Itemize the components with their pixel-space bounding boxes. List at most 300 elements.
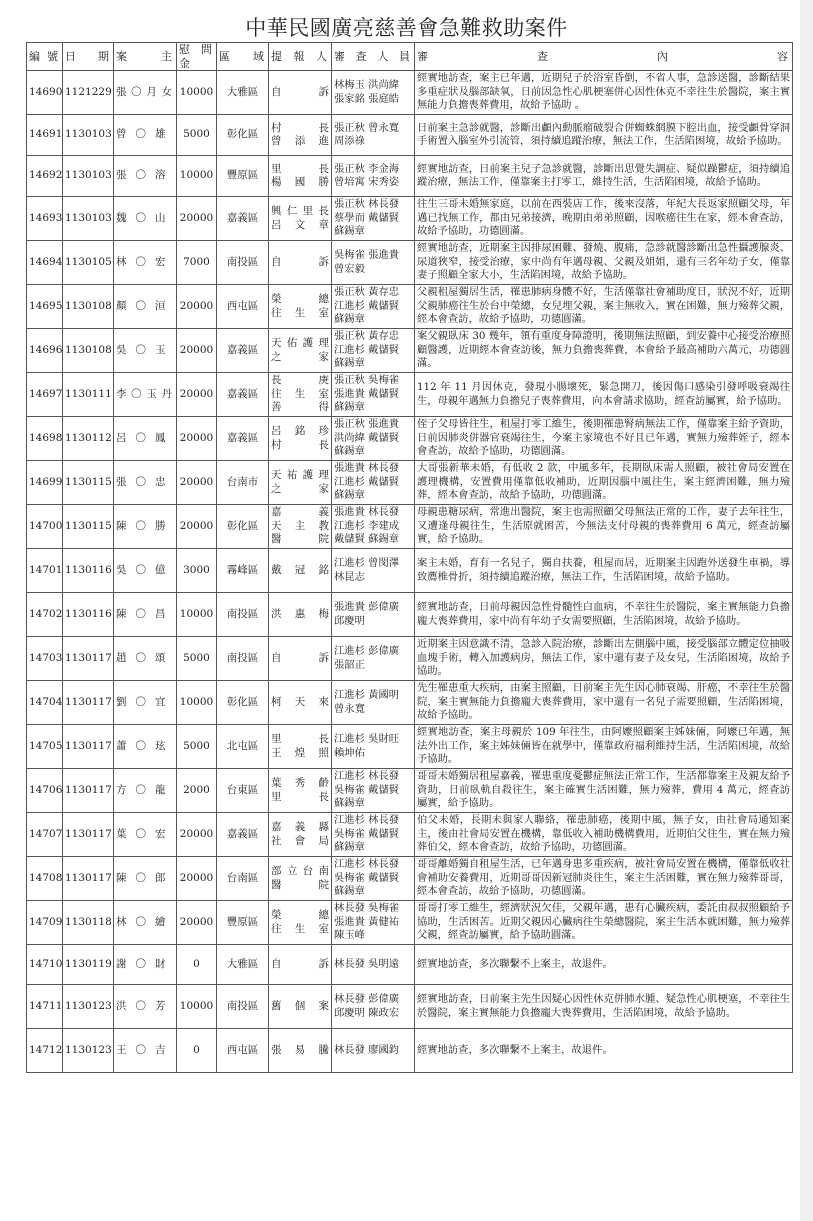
case-applicant: 洪〇芳 [114, 985, 177, 1029]
reporter-line: 醫 院 [271, 878, 329, 891]
header-reviewers: 審查人員 [332, 43, 415, 71]
table-row [27, 593, 793, 637]
case-review-content: 案父親臥床 30 幾年，領有重度身障證明，後期無法照顧，到安養中心接受治療照顧醫護，近期經本會查訪後，無力負擔喪葬費，本會給予最高補助六萬元，功德圓滿。 [415, 329, 793, 373]
case-date: 1130117 [63, 725, 114, 769]
case-amount: 20000 [177, 505, 217, 549]
table-row [27, 637, 793, 681]
case-applicant: 張〇忠 [114, 461, 177, 505]
reviewer-line: 江進杉 戴儲賢 [334, 475, 400, 488]
case-date: 1130103 [63, 197, 114, 241]
case-review-content: 伯父未婚，長期未與家人聯絡，罹患肺癌，後期中風，無子女，由社會局通知案主，後由社會局安置在機構，靠低收入補助機構費用，近期伯父往生，實在無力殮葬伯父，經本會查訪，故給予協助，功德圓滿。 [415, 813, 793, 857]
case-applicant: 葉〇宏 [114, 813, 177, 857]
case-review-content: 經實地訪查，日前母親因急性骨髓性白血病，不幸往生於醫院，案主實無能力負擔龐大喪葬費用，家中尚有年幼子女需要照顧，生活陷困境，故給予協助。 [415, 593, 793, 637]
case-amount: 5000 [177, 725, 217, 769]
case-id: 14693 [27, 197, 63, 241]
case-reviewers [332, 637, 415, 681]
case-date: 1130123 [63, 1029, 114, 1073]
case-review-content: 哥哥未婚獨居租屋嘉義，罹患重度憂鬱症無法正常工作，生活都靠案主及親友給予資助，日前臥軌自殺往生，案主確實生活困難，無力殮葬，費用 4 萬元，經查訪屬實，給予協助。 [415, 769, 793, 813]
reviewer-line: 張進貴 戴儲賢 [334, 387, 400, 400]
case-reviewers [332, 373, 415, 417]
case-amount: 20000 [177, 329, 217, 373]
case-reviewers [332, 71, 415, 115]
case-district: 嘉義區 [217, 197, 269, 241]
case-date: 1130103 [63, 115, 114, 156]
table-row [27, 549, 793, 593]
case-district: 彰化區 [217, 505, 269, 549]
case-district: 彰化區 [217, 115, 269, 156]
case-district: 南投區 [217, 985, 269, 1029]
case-review-content: 母親患糖尿病，常進出醫院，案主也需照顧父母無法正常的工作，妻子去年往生，又遭逢母親往生，生活原就困苦，今無法支付母親的喪葬費用 6 萬元，經查訪屬實，給予協助。 [415, 505, 793, 549]
reporter-line: 自 訴 [271, 651, 329, 664]
reviewer-line: 張進貴 林長發 [334, 506, 400, 519]
case-reviewers [332, 505, 415, 549]
reviewer-line: 陳玉峰 [334, 929, 365, 942]
reviewer-line: 江進杉 林長發 [334, 814, 400, 827]
case-applicant: 劉〇宜 [114, 681, 177, 725]
case-date: 1130123 [63, 985, 114, 1029]
reviewer-line: 張正秋 李金海 [334, 162, 400, 175]
case-id: 14702 [27, 593, 63, 637]
case-id: 14695 [27, 285, 63, 329]
case-reporter [269, 725, 332, 769]
table-row [27, 813, 793, 857]
table-row [27, 505, 793, 549]
case-id: 14712 [27, 1029, 63, 1073]
case-district: 霧峰區 [217, 549, 269, 593]
case-district: 南投區 [217, 241, 269, 285]
reviewer-line: 林梅玉 洪尚緯 [334, 79, 400, 91]
reviewer-line: 江進杉 戴儲賢 [334, 343, 400, 356]
reporter-line: 里 長 [271, 162, 329, 175]
case-amount: 10000 [177, 156, 217, 197]
reviewer-line: 張正秋 黃存忠 [334, 286, 400, 299]
reporter-line: 善 得 [271, 401, 329, 414]
table-row [27, 857, 793, 901]
case-applicant: 陳〇郎 [114, 857, 177, 901]
table-header-row [27, 43, 793, 71]
case-id: 14694 [27, 241, 63, 285]
case-id: 14697 [27, 373, 63, 417]
case-reporter [269, 857, 332, 901]
case-amount: 20000 [177, 417, 217, 461]
case-district: 南投區 [217, 593, 269, 637]
case-amount: 20000 [177, 901, 217, 945]
case-date: 1130116 [63, 549, 114, 593]
case-reporter [269, 461, 332, 505]
table-row [27, 461, 793, 505]
case-date: 1130117 [63, 681, 114, 725]
case-review-content: 近期案主因意識不清，急診入院治療，診斷出左側腦中風，接受腦部立體定位抽吸血塊手術，轉入加護病房，無法工作，家中還有妻子及女兒，生活陷困境，故給予協助。 [415, 637, 793, 681]
case-applicant: 吳〇玉 [114, 329, 177, 373]
reviewer-line: 周添祿 [334, 135, 365, 147]
reporter-line: 天主教 [271, 519, 329, 532]
case-id: 14711 [27, 985, 63, 1029]
case-date: 1130117 [63, 769, 114, 813]
case-amount: 20000 [177, 813, 217, 857]
case-reporter [269, 71, 332, 115]
case-reporter [269, 241, 332, 285]
reporter-line: 社會局 [271, 834, 329, 847]
reviewer-line: 賴坤佑 [334, 746, 365, 759]
case-applicant: 呂〇鳳 [114, 417, 177, 461]
scrollbar-track[interactable] [800, 0, 813, 1221]
case-id: 14710 [27, 945, 63, 985]
case-district: 嘉義區 [217, 329, 269, 373]
case-amount: 7000 [177, 241, 217, 285]
reviewer-line: 江進杉 李建成 [334, 519, 400, 532]
case-amount: 5000 [177, 115, 217, 156]
reporter-line: 柯天來 [271, 695, 329, 708]
case-id: 14703 [27, 637, 63, 681]
case-date: 1130119 [63, 945, 114, 985]
case-district: 台南市 [217, 461, 269, 505]
case-reporter [269, 197, 332, 241]
reporter-line: 天祐護理 [271, 469, 329, 481]
reviewer-line: 張進貴 彭偉廣 [334, 601, 400, 613]
case-id: 14708 [27, 857, 63, 901]
reviewer-line: 張進貴 黃健祐 [334, 915, 400, 928]
reporter-line: 里 長 [271, 733, 329, 745]
reporter-line: 楊國勝 [271, 176, 329, 188]
table-row [27, 725, 793, 769]
case-reporter [269, 115, 332, 156]
reporter-line: 王煌照 [271, 746, 329, 759]
case-applicant: 陳〇昌 [114, 593, 177, 637]
case-district: 大雅區 [217, 71, 269, 115]
reviewer-line: 林長發 彭偉廣 [334, 993, 400, 1005]
case-amount: 10000 [177, 681, 217, 725]
case-reviewers [332, 461, 415, 505]
case-id: 14692 [27, 156, 63, 197]
reporter-line: 自 訴 [271, 255, 329, 268]
reviewer-line: 邱慶明 [334, 614, 365, 627]
reporter-line: 呂文章 [271, 218, 329, 231]
header-amount: 慰問金 [177, 43, 217, 71]
reviewer-line: 蘇錫章 [334, 401, 365, 414]
case-amount: 3000 [177, 549, 217, 593]
reviewer-line: 江進杉 吳財旺 [334, 733, 400, 745]
case-date: 1130115 [63, 505, 114, 549]
case-reporter [269, 985, 332, 1029]
reviewer-line: 吳梅雀 戴儲賢 [334, 871, 400, 884]
case-reviewers [332, 156, 415, 197]
reviewer-line: 蘇錫章 [334, 313, 365, 326]
case-review-content: 往生三哥未婚無家庭，以前在西裝店工作，後來沒落，年紀大長返家照顧父母，年邁已找無工作，都由兄弟接濟，晚期由弟弟照顧，因喉癌往生在家，經本會查訪，故給予協助，功德圓滿。 [415, 197, 793, 241]
case-reviewers [332, 549, 415, 593]
reporter-line: 天佑護理 [271, 337, 329, 349]
case-date: 1130111 [63, 373, 114, 417]
reviewer-line: 曾培寓 宋秀姿 [334, 176, 400, 188]
case-reviewers [332, 857, 415, 901]
case-date: 1130112 [63, 417, 114, 461]
reporter-line: 呂銘珍 [271, 425, 329, 437]
case-date: 1130117 [63, 813, 114, 857]
table-row [27, 417, 793, 461]
case-applicant: 林〇繪 [114, 901, 177, 945]
case-id: 14696 [27, 329, 63, 373]
case-reviewers [332, 417, 415, 461]
case-district: 豐原區 [217, 901, 269, 945]
case-reporter [269, 417, 332, 461]
case-id: 14691 [27, 115, 63, 156]
reviewer-line: 蘇錫章 [334, 489, 365, 502]
case-applicant: 顏〇洹 [114, 285, 177, 329]
case-reviewers [332, 769, 415, 813]
reporter-line: 興仁里長 [271, 205, 329, 217]
reporter-line: 往生室 [271, 922, 329, 935]
case-district: 台南區 [217, 857, 269, 901]
reviewer-line: 蘇錫章 [334, 445, 365, 458]
case-review-content: 經實地訪查，多次聯繫不上案主，故退件。 [415, 945, 793, 985]
case-district: 南投區 [217, 637, 269, 681]
case-applicant: 李〇玉丹 [114, 373, 177, 417]
case-district: 嘉義區 [217, 373, 269, 417]
table-row [27, 241, 793, 285]
reviewer-line: 江進杉 曾閔澤 [334, 557, 400, 569]
case-amount: 10000 [177, 985, 217, 1029]
case-review-content: 大哥張新華未婚，有低收 2 款，中風多年，長期臥床需人照顧，被社會局安置在護理機構，安置費用僅靠低收補助，近期因腦中風往生，案主經濟困難，無力殮葬，經本會查訪，故給予協助，功德圓滿。 [415, 461, 793, 505]
case-id: 14700 [27, 505, 63, 549]
reporter-line: 里 長 [271, 790, 329, 803]
case-review-content: 日前案主急診就醫，診斷出顱內動脈瘤破裂合併蜘蛛網膜下腔出血，接受顱骨穿洞手術置入腦室外引流管，須持續追蹤治療，無法工作，生活陷困境，故給予協助。 [415, 115, 793, 156]
case-date: 1130108 [63, 329, 114, 373]
reviewer-line: 吳梅雀 戴儲賢 [334, 827, 400, 840]
case-reporter [269, 329, 332, 373]
case-district: 西屯區 [217, 1029, 269, 1073]
table-row [27, 769, 793, 813]
reviewer-line: 蘇錫章 [334, 841, 365, 854]
table-row [27, 901, 793, 945]
reviewer-line: 戴儲賢 蘇錫章 [334, 533, 400, 546]
case-id: 14706 [27, 769, 63, 813]
header-district: 區 域 [217, 43, 269, 71]
case-applicant: 張〇溶 [114, 156, 177, 197]
reporter-line: 村 長 [271, 438, 329, 451]
reviewer-line: 張正秋 吳梅雀 [334, 374, 400, 387]
case-reviewers [332, 681, 415, 725]
case-district: 大雅區 [217, 945, 269, 985]
case-reviewers [332, 1029, 415, 1073]
case-reporter [269, 637, 332, 681]
case-id: 14707 [27, 813, 63, 857]
case-id: 14699 [27, 461, 63, 505]
table-row [27, 197, 793, 241]
reporter-line: 葉秀齡 [271, 777, 329, 789]
case-district: 嘉義區 [217, 417, 269, 461]
reporter-line: 張易騰 [271, 1043, 329, 1056]
case-date: 1130118 [63, 901, 114, 945]
case-date: 1130103 [63, 156, 114, 197]
case-review-content: 案主未婚，育有一名兒子，獨自扶養，租屋而居，近期案主因跑外送發生車禍，導致薦椎骨折，須持續追蹤治療，無法工作，生活陷困境，故給予協助。 [415, 549, 793, 593]
case-amount: 10000 [177, 593, 217, 637]
case-reviewers [332, 985, 415, 1029]
case-district: 西屯區 [217, 285, 269, 329]
reporter-line: 長 庚 [271, 374, 329, 387]
case-review-content: 父親租屋獨居生活，罹患肺病身體不好，生活僅靠社會補助度日，狀況不好，近期父親肺癌往生於台中榮總，女兒埋父親，案主無收入，實在困難，無力殮葬父親，經本會查訪，故給予協助，功德圓滿。 [415, 285, 793, 329]
case-amount: 20000 [177, 857, 217, 901]
case-amount: 5000 [177, 637, 217, 681]
reporter-line: 榮 總 [271, 293, 329, 305]
case-id: 14705 [27, 725, 63, 769]
reviewer-line: 張正秋 曾永寬 [334, 121, 400, 134]
reviewer-line: 吳梅雀 張進貴 [334, 249, 400, 261]
case-review-content: 經實地訪查，日前案主兒子急診就醫，診斷出思覺失調症、疑似躁鬱症，須持續追蹤治療，無法工作，僅靠案主打零工，維持生活，生活陷困境，故給予協助。 [415, 156, 793, 197]
reporter-line: 往生室 [271, 387, 329, 400]
reviewer-line: 林長發 吳明遠 [334, 957, 400, 970]
reviewer-line: 蔡學而 戴儲賢 [334, 211, 400, 224]
case-reporter [269, 373, 332, 417]
case-review-content: 先生罹患重大疾病，由案主照顧，日前案主先生因心肺衰竭、肝癌，不幸往生於醫院，案主實無能力負擔龐大喪葬費用，家中還有一名兒子需要照顧，生活陷困境，故給予協助。 [415, 681, 793, 725]
case-reviewers [332, 593, 415, 637]
reporter-line: 往生室 [271, 306, 329, 319]
header-content: 審查內容 [415, 43, 793, 71]
case-reviewers [332, 115, 415, 156]
reporter-line: 之 家 [271, 482, 329, 495]
table-row [27, 681, 793, 725]
reviewer-line: 江進杉 林長發 [334, 858, 400, 871]
reviewer-line: 邱慶明 陳政宏 [334, 1006, 400, 1019]
reviewer-line: 曾宏毅 [334, 262, 365, 275]
case-id: 14709 [27, 901, 63, 945]
case-applicant: 趙〇頌 [114, 637, 177, 681]
case-amount: 20000 [177, 461, 217, 505]
case-date: 1130117 [63, 637, 114, 681]
case-reporter [269, 681, 332, 725]
case-reviewers [332, 725, 415, 769]
reviewer-line: 林長發 吳梅雀 [334, 902, 400, 915]
table-row [27, 373, 793, 417]
case-reporter [269, 505, 332, 549]
case-applicant: 陳〇勝 [114, 505, 177, 549]
cases-table [26, 42, 793, 1073]
reporter-line: 自 訴 [271, 957, 329, 970]
case-reporter [269, 1029, 332, 1073]
reviewer-line: 江進杉 戴儲賢 [334, 299, 400, 312]
case-reviewers [332, 813, 415, 857]
reviewer-line: 蘇錫章 [334, 225, 365, 238]
case-amount: 20000 [177, 197, 217, 241]
case-reviewers [332, 241, 415, 285]
reviewer-line: 蘇錫章 [334, 357, 365, 370]
case-reviewers [332, 329, 415, 373]
case-district: 嘉義區 [217, 813, 269, 857]
page-title: 中華民國廣亮慈善會急難救助案件 [245, 16, 568, 40]
case-date: 1130115 [63, 461, 114, 505]
case-district: 北屯區 [217, 725, 269, 769]
reviewer-line: 林長發 廖國鈞 [334, 1043, 400, 1056]
reporter-line: 榮 總 [271, 909, 329, 921]
header-id: 編號 [27, 43, 63, 71]
reporter-line: 醫 院 [271, 533, 329, 546]
reviewer-line: 洪尚緯 戴儲賢 [334, 431, 400, 444]
reporter-line: 戴冠銘 [271, 563, 329, 576]
case-date: 1130108 [63, 285, 114, 329]
case-amount: 2000 [177, 769, 217, 813]
case-reviewers [332, 197, 415, 241]
case-review-content: 經實地訪查，多次聯繫不上案主，故退件。 [415, 1029, 793, 1073]
case-reviewers [332, 901, 415, 945]
case-applicant: 張〇月女 [114, 71, 177, 115]
case-amount: 20000 [177, 285, 217, 329]
case-reporter [269, 945, 332, 985]
reviewer-line: 蘇錫章 [334, 885, 365, 898]
case-review-content: 經實地訪查，近期案主因排尿困難、發燒、腹痛，急診就醫診斷出急性攝護腺炎、尿道狹窄，接受治療，家中尚有年邁母親、父親及姐姐，還有三名年幼子女，僅靠妻子照顧全家大小，生活陷困境，故給予協助。 [415, 241, 793, 285]
reporter-line: 自 訴 [271, 85, 329, 98]
table-row [27, 985, 793, 1029]
header-date: 日 期 [63, 43, 114, 71]
reviewer-line: 曾永寬 [334, 702, 365, 715]
case-reporter [269, 285, 332, 329]
table-row [27, 156, 793, 197]
case-reporter [269, 769, 332, 813]
case-applicant: 方〇龍 [114, 769, 177, 813]
case-date: 1130105 [63, 241, 114, 285]
case-applicant: 蕭〇玹 [114, 725, 177, 769]
reviewer-line: 吳梅雀 戴儲賢 [334, 783, 400, 796]
case-applicant: 王〇吉 [114, 1029, 177, 1073]
header-applicant: 案 主 [114, 43, 177, 71]
reviewer-line: 張韶正 [334, 658, 365, 671]
reporter-line: 村 長 [271, 121, 329, 134]
case-reporter [269, 813, 332, 857]
reviewer-line: 張進貴 林長發 [334, 462, 400, 475]
case-reviewers [332, 285, 415, 329]
case-review-content: 哥哥打零工維生，經濟狀況欠佳，父親年邁，患有心臟疾病，委託由叔叔照顧給予協助，生活困苦。近期父親因心臟病往生榮總醫院，案主生活本就困難，無力殮葬父親，經查訪屬實，給予協助圓滿。 [415, 901, 793, 945]
reporter-line: 嘉義縣 [271, 821, 329, 833]
case-date: 1121229 [63, 71, 114, 115]
case-date: 1130116 [63, 593, 114, 637]
table-row [27, 285, 793, 329]
case-review-content: 經實地訪查，案主已年邁，近期兒子於浴室昏倒，不省人事，急診送醫，診斷結果多重症狀及腦部缺氧，日前因急性心肌梗塞併心因性休克不幸往生於醫院，案主實無能力負擔喪葬費用，故給予協助 。 [415, 71, 793, 115]
reporter-line: 部立台南 [271, 865, 329, 877]
table-row [27, 1029, 793, 1073]
reviewer-line: 張正秋 張進貴 [334, 418, 400, 431]
case-reporter [269, 156, 332, 197]
reviewer-line: 張正秋 林長發 [334, 198, 400, 211]
reviewer-line: 江進杉 彭偉廣 [334, 645, 400, 657]
case-reviewers [332, 945, 415, 985]
table-row [27, 945, 793, 985]
reporter-line: 洪惠梅 [271, 607, 329, 620]
case-review-content: 哥哥離婚獨自租屋生活，已年邁身患多重疾病，被社會局安置在機構，僅靠低收社會補助安養費用，近期哥哥因新冠肺炎往生，案主生活困難，實在無力殮葬哥哥，經本會查訪，故給予協助，功德圓滿。 [415, 857, 793, 901]
case-review-content: 112 年 11 月因休克，發現小腸壞死，緊急開刀，後因傷口感染引發呼吸衰竭往生，母親年邁無力負擔兒子喪葬費用，向本會請求協助，經查訪屬實，給予協助。 [415, 373, 793, 417]
case-review-content: 經實地訪查，日前案主先生因疑心因性休克併肺水腫、疑急性心肌梗塞，不幸往生於醫院，案主實無能力負擔龐大喪葬費用，生活陷困境，故給予協助。 [415, 985, 793, 1029]
table-row [27, 329, 793, 373]
table-row [27, 115, 793, 156]
reporter-line: 之 家 [271, 350, 329, 363]
case-amount: 10000 [177, 71, 217, 115]
case-id: 14690 [27, 71, 63, 115]
header-reporter: 提報人 [269, 43, 332, 71]
case-reporter [269, 901, 332, 945]
reviewer-line: 林昆志 [334, 570, 365, 583]
case-amount: 0 [177, 945, 217, 985]
reporter-line: 嘉 義 [271, 506, 329, 519]
case-id: 14701 [27, 549, 63, 593]
reviewer-line: 蘇錫章 [334, 797, 365, 810]
case-amount: 0 [177, 1029, 217, 1073]
reviewer-line: 江進杉 林長發 [334, 770, 400, 783]
reporter-line: 曾添進 [271, 135, 329, 147]
case-applicant: 曾〇雄 [114, 115, 177, 156]
table-body [27, 71, 793, 1073]
case-review-content: 侄子父母皆往生，租屋打零工維生，後期罹患腎病無法工作，僅靠案主給予資助，日前因肺炎併器官衰竭往生，今案主家境也不好且已年邁，實無力殮葬姪子，經本會查訪，故給予協助，功德圓滿。 [415, 417, 793, 461]
case-review-content: 經實地訪查，案主母親於 109 年往生，由阿嬤照顧案主姊妹倆，阿嬤已年邁，無法外出工作，案主姊妹倆皆在就學中，僅靠政府福利維持生活，生活陷困境，故給予協助。 [415, 725, 793, 769]
table-row [27, 71, 793, 115]
case-reporter [269, 593, 332, 637]
reporter-line: 舊個案 [271, 999, 329, 1012]
case-applicant: 魏〇山 [114, 197, 177, 241]
